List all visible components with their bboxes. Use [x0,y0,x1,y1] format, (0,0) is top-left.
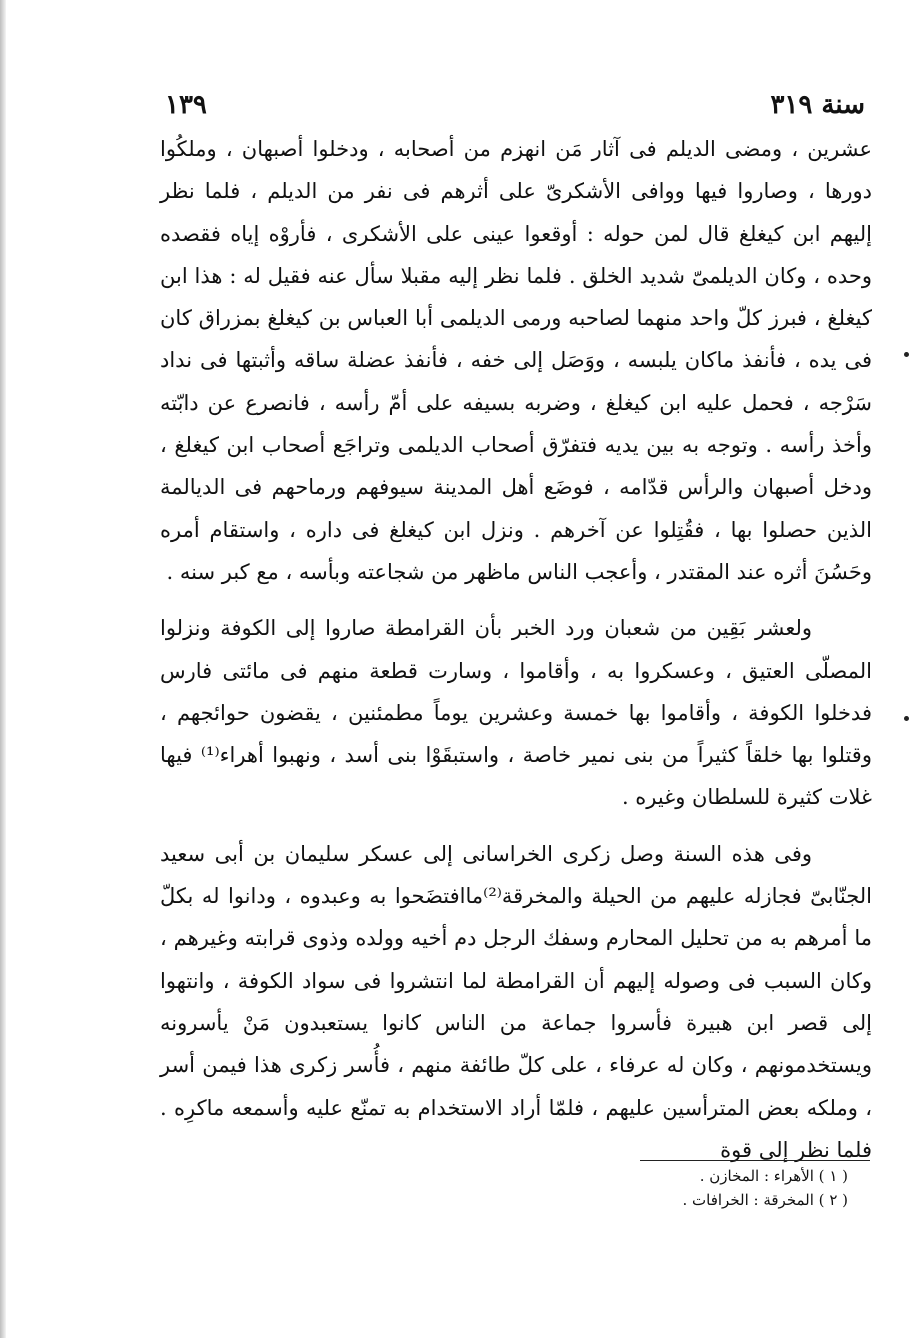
margin-dot [904,716,909,721]
page-header [165,90,865,126]
paragraph-2: ولعشر بَقِين من شعبان ورد الخبر بأن القرامطة صاروا إلى الكوفة ونزلوا المصلّى العتيق ، وعسكروا به ، وأقاموا ، وسارت قطعة منهم فى مائتى فارس فدخلوا الكوفة ، وأقاموا بها خمسة وعشرين يوماً مطمئنين ، يقضون حوائجهم ، وقتلوا بها خلقاً كثيراً من بنى نمير خاصة ، واستبقَوْا بنى أسد ، ونهبوا أهراء⁽¹⁾ فيها غلات كثيرة للسلطان وغيره . [160,616,872,810]
margin-dot [904,352,909,357]
footnote-separator [640,1160,870,1161]
running-head-year: سنة ٣١٩ [770,90,865,120]
footnote-1: ( ١ ) الأهراء : المخازن . [699,1167,848,1185]
paragraph-1: عشرين ، ومضى الديلم فى آثار مَن انهزم من أصحابه ، ودخلوا أصبهان ، وملكُوا دورها ، وصاروا فيها ووافى الأشكرىّ على أثرهم فى نفر من الديلم ، فلما نظر إليهم ابن كيغلغ قال لمن حوله : أوقعوا عينى على الأشكرى ، فأروْه إياه فقصده وحده ، وكان الديلمىّ شديد الخلق . فلما نظر إليه مقبلا سأل عنه فقيل له : هذا ابن كيغلغ ، فبرز كلّ واحد منهما لصاحبه ورمى الديلمى أبا العباس بن كيغلغ بمزراق كان فى يده ، فأنفذ ماكان يلبسه ، ووَصَل إلى خفه ، فأنفذ عضلة ساقه وأثبتها فى نداد سَرْجه ، فحمل عليه ابن كيغلغ ، وضربه بسيفه على أمّ رأسه ، فانصرع عن دابّته وأخذ رأسه . وتوجه به بين يديه فتفرّق أصحاب الديلمى وتراجَع أصحاب ابن كيغلغ ، ودخل أصبهان والرأس قدّامه ، فوضَع أهل المدينة سيوفهم ورماحهم فى الديالمة الذين حصلوا بها ، فقُتِلوا عن آخرهم . ونزل ابن كيغلغ فى داره ، واستقام أمره وحَسُنَ أثره عند المقتدر ، وأعجب الناس ماظهر من شجاعته وبأسه ، مع كبر سنه . [160,137,872,584]
page-binding-edge [0,0,6,1338]
footnotes [500,1164,848,1212]
main-text [160,128,872,1171]
page-number: ١٣٩ [165,90,207,120]
footnote-2: ( ٢ ) المخرقة : الخرافات . [682,1191,848,1209]
paragraph-3: وفى هذه السنة وصل زكرى الخراسانى إلى عسكر سليمان بن أبى سعيد الجنّابىّ فجازله عليهم من الحيلة والمخرقة⁽²⁾ماافتضَحوا به وعبدوه ، ودانوا له بكلّ ما أمرهم به من تحليل المحارم وسفك الرجل دم أخيه وولده وذوى قرابته وغيرهم ، وكان السبب فى وصوله إليهم أن القرامطة لما انتشروا فى سواد الكوفة ، وانتهوا إلى قصر ابن هبيرة فأسروا جماعة من الناس كانوا يستعبدون مَنْ يأسرونه ويستخدمونهم ، وكان له عرفاء ، على كلّ طائفة منهم ، فأُسر زكرى هذا فيمن أسر ، وملكه بعض المترأسين عليهم ، فلمّا أراد الاستخدام به تمنّع عليه وأسمعه ماكرِه . فلما نظر إلى قوة [160,841,872,1162]
